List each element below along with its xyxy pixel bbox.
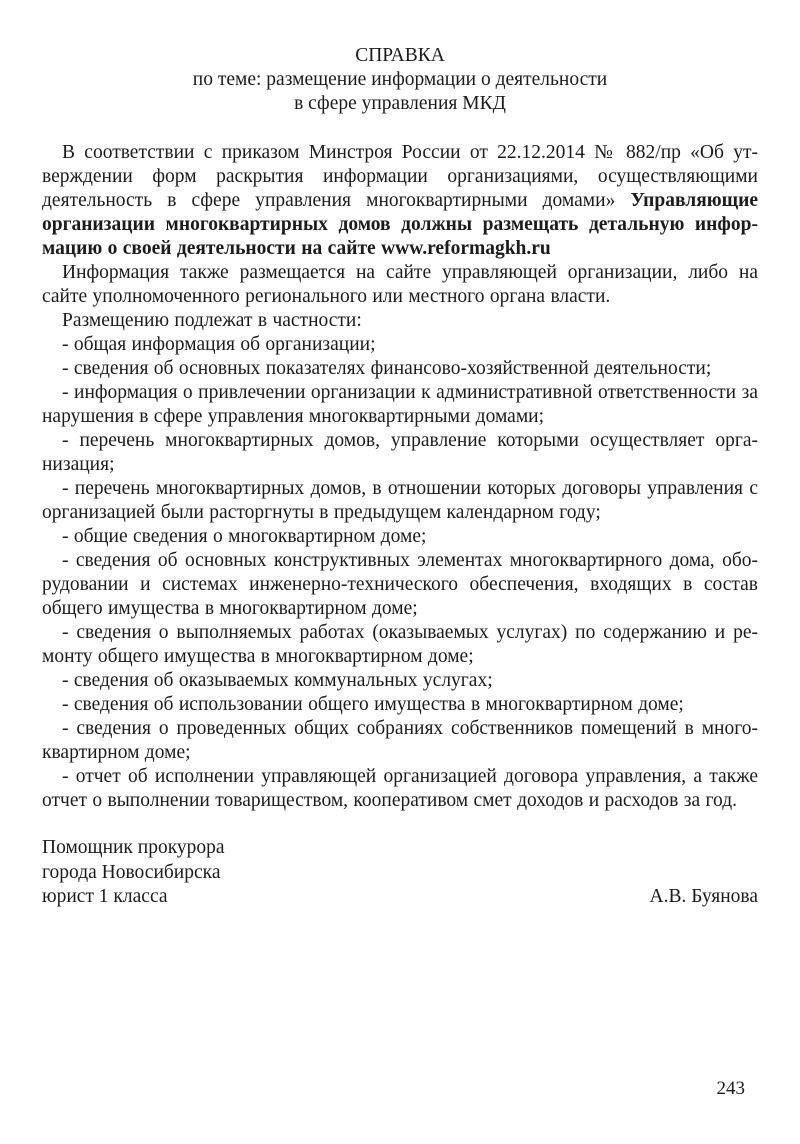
list-item-structural-elements: - сведения об основных конструктивных элементах многоквартирного дома, оборудовании и системах инженерно-технического обеспечения, входящих в состав общего имущества в многоквартирном доме; (42, 550, 758, 619)
document-content (42, 44, 758, 910)
list-item-administrative-liability: - информация о привлечении организации к административной ответственности за нарушения в сфере управления многоквартирными домами; (42, 382, 758, 427)
signature-position: Помощник прокурора (42, 837, 225, 858)
list-item-works-services: - сведения о выполняемых работах (оказываемых услугах) по содержанию и ремонту общего имущества в многоквартирном доме; (42, 622, 758, 667)
list-item-general-info: - общая информация об организации; (62, 334, 376, 355)
title-line-3: в сфере управления МКД (294, 93, 506, 114)
document-body (42, 141, 758, 813)
list-item-management-report: - отчет об исполнении управляющей организацией договора управления, а также отчет о выполнении товариществом, кооперативом смет доходов и расходов за год. (42, 766, 758, 811)
document-title (42, 44, 758, 116)
intro-text-regular: В соответствии с приказом Минстроя России от 22.12.2014 № 882/пр «Об утверждении форм раскрытия информации организациями, осуществляющими деятельность в сфере управления многоквартирными домами» (42, 142, 758, 211)
page-number: 243 (716, 1078, 745, 1099)
list-item-common-property-use: - сведения об использовании общего имущества в многоквартирном доме; (62, 694, 684, 715)
list-item-financial-indicators: - сведения об основных показателях финансово-хозяйственной деятельности; (62, 358, 712, 379)
intro-text-bold: Управляющие организации многоквартирных домов должны размещать детальную информацию о своей деятельности на сайте www.reformagkh.ru (42, 190, 758, 259)
signature-city: города Новосибирска (42, 861, 221, 883)
list-item-house-general-info: - общие сведения о многоквартирном доме; (62, 526, 427, 547)
signature-row (42, 885, 758, 910)
paragraph-list-heading: Размещению подлежат в частности: (62, 310, 362, 331)
signature-block (42, 836, 758, 910)
signature-name: А.В. Буянова (649, 886, 758, 907)
title-line-1: СПРАВКА (355, 45, 445, 66)
list-item-managed-houses: - перечень многоквартирных домов, управление которыми осуществляет организация; (42, 430, 758, 475)
paragraph-also-placed: Информация также размещается на сайте управляющей организации, либо на сайте уполномоченного регионального или местного органа власти. (42, 262, 758, 307)
list-item-owners-meetings: - сведения о проведенных общих собраниях собственников помещений в многоквартирном доме; (42, 718, 758, 763)
signature-rank: юрист 1 класса (42, 886, 168, 907)
paragraph-intro (42, 141, 758, 261)
title-line-2: по теме: размещение информации о деятельности (192, 69, 608, 90)
list-item-terminated-contracts: - перечень многоквартирных домов, в отношении которых договоры управления с организацией были расторгнуты в предыдущем календарном году; (42, 478, 758, 523)
list-item-communal-services: - сведения об оказываемых коммунальных услугах; (62, 670, 493, 691)
